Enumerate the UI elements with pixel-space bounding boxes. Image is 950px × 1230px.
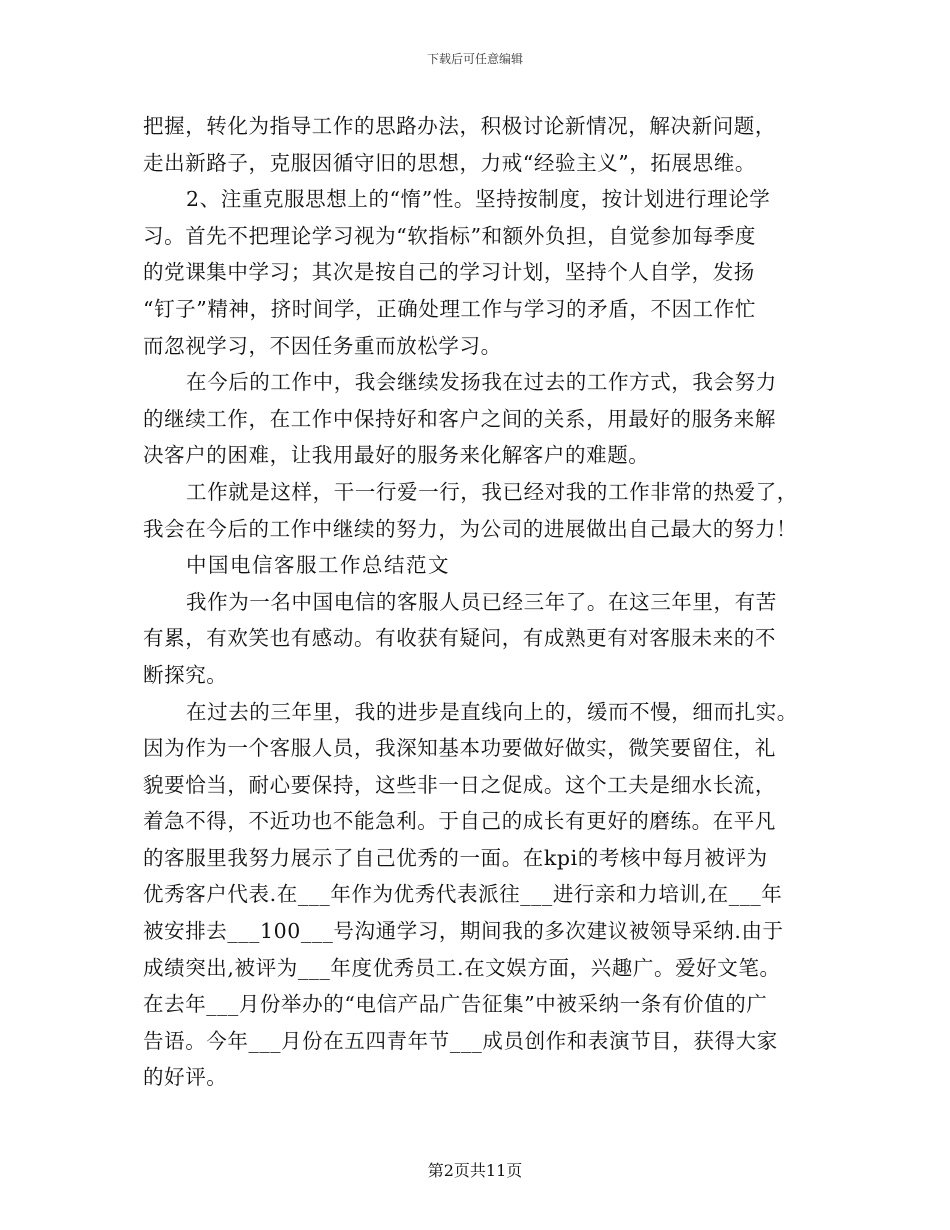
text-line: 的好评。 xyxy=(143,1065,228,1090)
text-line: 在去年___月份举办的“电信产品广告征集”中被采纳一条有价值的广 xyxy=(143,992,768,1017)
text-line: 工作就是这样，干一行爱一行，我已经对我的工作非常的热爱了， xyxy=(186,479,798,504)
text-line: 优秀客户代表.在___年作为优秀代表派往___进行亲和力培训,在___年 xyxy=(143,882,783,907)
text-line: 而忽视学习，不因任务重而放松学习。 xyxy=(143,333,502,358)
text-line: 有累，有欢笑也有感动。有收获有疑问，有成熟更有对客服未来的不 xyxy=(143,626,776,651)
text-line: 的党课集中学习；其次是按自己的学习计划，坚持个人自学，发扬 xyxy=(143,260,755,285)
text-line: 被安排去___100___号沟通学习，期间我的多次建议被领导采纳.由于 xyxy=(143,919,784,944)
text-line: 因为作为一个客服人员，我深知基本功要做好做实，微笑要留住，礼 xyxy=(143,736,776,761)
section-title: 中国电信客服工作总结范文 xyxy=(186,553,450,578)
text-line: 在今后的工作中，我会继续发扬我在过去的工作方式，我会努力 xyxy=(186,370,777,395)
document-body xyxy=(143,108,811,1096)
text-line: 习。首先不把理论学习视为“软指标”和额外负担，自觉参加每季度 xyxy=(143,223,756,248)
text-line: 我会在今后的工作中继续的努力，为公司的进展做出自己最大的努力！ xyxy=(143,516,798,541)
page-number: 第2页共11页 xyxy=(427,1161,523,1180)
text-line: 走出新路子，克服因循守旧的思想，力戒“经验主义”，拓展思维。 xyxy=(143,150,756,175)
text-line: 告语。今年___月份在五四青年节___成员创作和表演节目，获得大家 xyxy=(143,1028,778,1053)
text-line: 2、注重克服思想上的“惰”性。坚持按制度，按计划进行理论学 xyxy=(186,187,771,212)
text-line: 把握，转化为指导工作的思路办法，积极讨论新情况，解决新问题， xyxy=(143,114,776,138)
text-line: 着急不得，不近功也不能急利。于自己的成长有更好的磨练。在平凡 xyxy=(143,809,776,834)
text-line: “钉子”精神，挤时间学，正确处理工作与学习的矛盾，不因工作忙 xyxy=(143,296,756,321)
text-line: 决客户的困难，让我用最好的服务来化解客户的难题。 xyxy=(143,443,650,468)
text-line: 成绩突出,被评为___年度优秀员工.在文娱方面，兴趣广。爱好文笔。 xyxy=(143,955,781,980)
text-line: 貌要恰当，耐心要保持，这些非一日之促成。这个工夫是细水长流， xyxy=(143,772,776,797)
text-line: 断探究。 xyxy=(143,662,228,687)
text-line: 我作为一名中国电信的客服人员已经三年了。在这三年里，有苦 xyxy=(186,589,777,614)
text-line: 的继续工作，在工作中保持好和客户之间的关系，用最好的服务来解 xyxy=(143,406,776,431)
text-line: 的客服里我努力展示了自己优秀的一面。在kpi的考核中每月被评为 xyxy=(143,845,768,870)
page-header: 下载后可任意编辑 xyxy=(426,52,523,66)
text-line: 在过去的三年里，我的进步是直线向上的，缓而不慢，细而扎实。 xyxy=(186,699,798,724)
